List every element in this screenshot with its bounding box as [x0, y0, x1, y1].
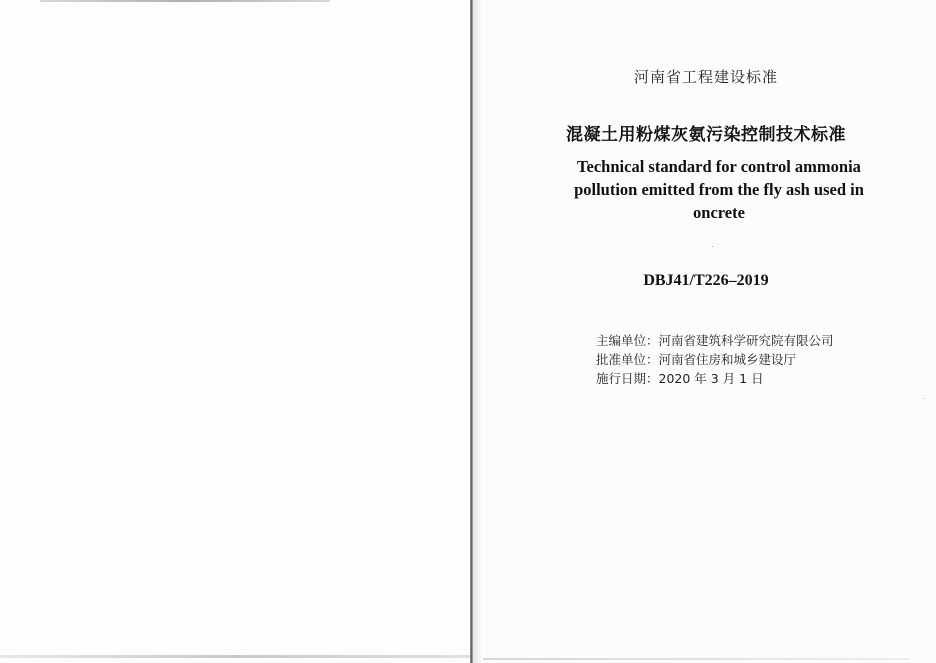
info-label: 主编单位：: [596, 333, 659, 348]
title-page: [476, 0, 936, 663]
standard-series-heading: 河南省工程建设标准: [633, 68, 778, 86]
info-label: 批准单位：: [596, 352, 659, 367]
info-value: 2020 年 3 月 1 日: [658, 371, 764, 386]
english-title-line: Technical standard for control ammonia: [577, 157, 861, 176]
publication-info: [596, 331, 916, 388]
chinese-title: 混凝土用粉煤灰氨污染控制技术标准: [566, 125, 846, 145]
info-row-effective-date: [596, 369, 916, 388]
scan-speck: [712, 246, 713, 247]
scan-speck: [924, 398, 925, 399]
info-row-editor: [596, 331, 916, 350]
english-title: [536, 155, 902, 224]
scan-edge-shadow-bottom: [0, 655, 470, 658]
info-label: 施行日期：: [596, 371, 659, 386]
english-title-line: oncrete: [693, 203, 745, 222]
info-value: 河南省住房和城乡建设厅: [658, 352, 797, 367]
standard-code: DBJ41/T226–2019: [643, 272, 769, 289]
scan-edge-shadow-top: [40, 0, 330, 2]
info-row-approver: [596, 350, 916, 369]
info-value: 河南省建筑科学研究院有限公司: [658, 333, 834, 348]
english-title-line: pollution emitted from the fly ash used in: [574, 180, 864, 199]
